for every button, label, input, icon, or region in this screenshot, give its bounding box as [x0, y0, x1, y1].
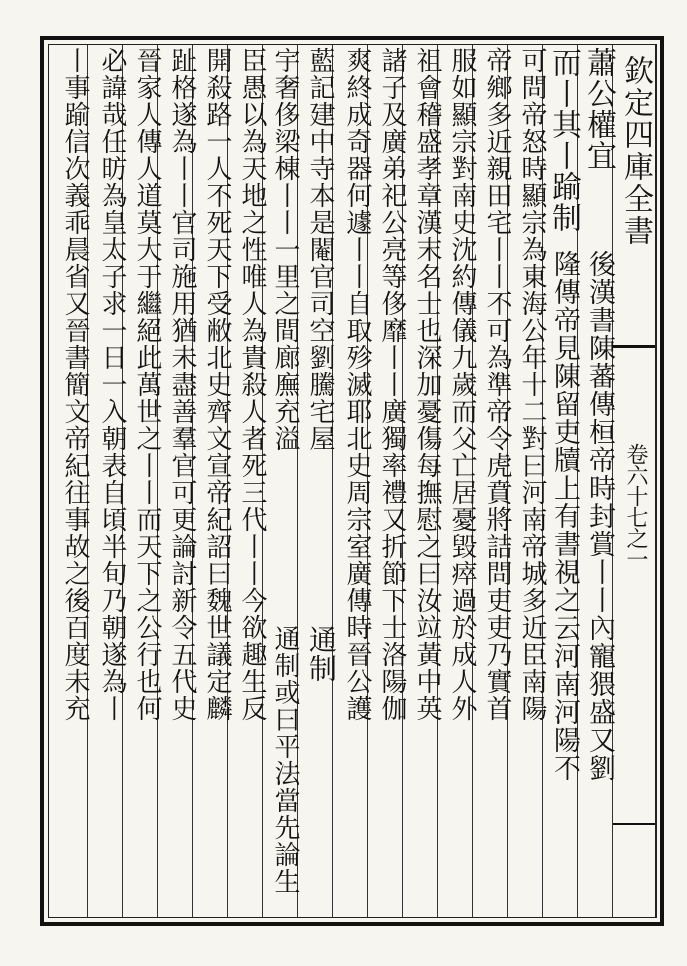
sub-heading: 而丨其丨踰制	[546, 47, 581, 233]
text-column-12: 臣愚以為天地之性唯人為貴殺人者死三代丨丨今欲趣生反	[237, 47, 267, 722]
text-column-1: 後漢書陳蕃傳桓帝時封賞丨丨內寵猥盛又劉	[584, 250, 615, 782]
text-column-10: 宇奢侈梁棟丨丨一里之間廊廡充溢	[270, 47, 300, 452]
text-column-9: 藍記建中寺本是閹官司空劉騰宅屋	[305, 47, 335, 452]
text-column-16: 必諱哉任昉為皇太子求一日一入朝表自頃半旬乃朝遂為丨	[97, 47, 127, 722]
text-column-11: 通制或曰平法當先論生	[270, 625, 300, 895]
sub-heading: 通制	[305, 625, 338, 683]
volume-label: 卷六十七之一	[623, 443, 648, 569]
text-column-17: 丨事踰信次義乖晨省又晉書簡文帝紀往事故之後百度未充	[60, 47, 90, 722]
text-column-13: 開殺路一人不死天下受敝北史齊文宣帝紀詔曰魏世議定麟	[202, 47, 232, 722]
text-column-6: 祖會稽盛孝章漢末名士也深加憂傷每撫慰之曰汝竝黃中英	[412, 47, 442, 722]
book-title: 欽定四庫全書	[618, 55, 653, 247]
text-column-3: 可問帝怒時顯宗為東海公年十二對曰河南帝城多近臣南陽	[517, 47, 547, 722]
text-column-4: 帝鄉多近親田宅丨丨不可為準帝令虎賁將詰問吏吏乃實首	[482, 47, 512, 722]
text-column-7: 諸子及廣弟祀公亮等侈靡丨丨廣獨率禮又折節下士洛陽伽	[377, 47, 407, 722]
header-divider	[613, 345, 655, 348]
page-fold-margin	[656, 44, 669, 918]
text-column-14: 趾格遂為丨丨官司施用猶未盡善羣官可更論討新令五代史	[167, 47, 197, 722]
sub-heading: 蕭公權宜	[581, 47, 616, 171]
text-column-15: 晉家人傳人道莫大于繼絕此萬世之丨丨而天下之公行也何	[132, 47, 162, 722]
text-column-8: 爽終成奇器何遽丨丨自取殄滅耶北史周宗室廣傳時晉公護	[342, 47, 372, 722]
header-tick	[613, 823, 655, 825]
header-column	[613, 45, 655, 917]
text-column-2: 隆傳帝見陳留吏牘上有書視之云河南河陽不	[549, 250, 580, 782]
text-column-5: 服如顯宗對南史沈約傳儀九歲而父亡居憂毀瘁過於成人外	[447, 47, 477, 722]
